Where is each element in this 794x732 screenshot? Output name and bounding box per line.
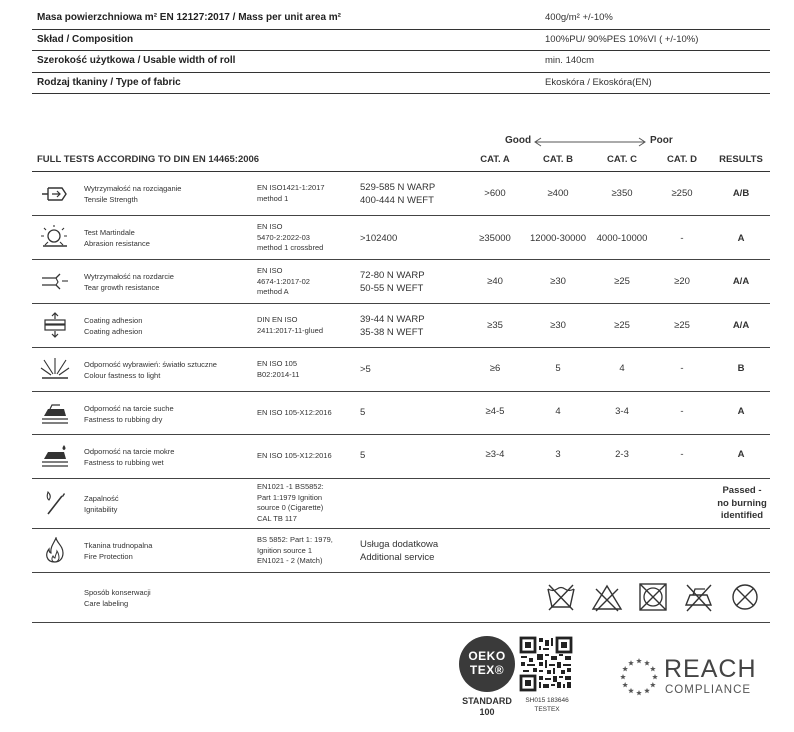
test-row	[32, 216, 770, 260]
test-name	[84, 540, 152, 562]
quality-scale	[0, 135, 794, 149]
cat-b-value: 12000-30000	[530, 233, 586, 244]
standard-line: Ignition source 1	[257, 545, 313, 555]
cat-d-value: ≥20	[674, 276, 690, 287]
results-header: RESULTS	[719, 154, 763, 165]
standard-line: EN1021 -1 BS5852:	[257, 482, 324, 491]
cat-a-value: >600	[484, 188, 506, 199]
do-not-dry-clean-icon	[729, 581, 761, 613]
cat-d-value: ≥25	[674, 320, 690, 331]
standard-line: B02:2014-11	[257, 369, 300, 379]
test-name-pl: Test Martindale	[84, 228, 135, 237]
spec-row	[32, 51, 770, 73]
standard-line: EN ISO 105-X12:2016	[257, 451, 332, 460]
cat-c-value: 2-3	[615, 449, 629, 460]
star-icon	[628, 688, 634, 693]
cat-a-value: ≥35	[487, 320, 503, 331]
cat-c-value: 4	[619, 363, 625, 374]
standard-line: source 0 (Cigarette)	[257, 503, 324, 512]
test-result	[360, 181, 435, 207]
result-line: 72-80 N WARP	[360, 270, 425, 281]
test-name-pl: Wytrzymałość na rozdarcie	[84, 272, 174, 281]
test-row	[32, 172, 770, 216]
test-name-pl: Zapalność	[84, 494, 119, 503]
cat-b-value: 4	[555, 406, 561, 417]
reach-title: REACH	[664, 655, 757, 683]
star-icon	[650, 666, 656, 671]
standard-line: 2411:2017-11-glued	[257, 325, 324, 335]
standard-line: Part 1:1979 Ignition	[257, 492, 323, 502]
do-not-iron-icon	[683, 581, 715, 613]
result-line: 5	[360, 450, 366, 461]
cat-b-value: ≥30	[550, 276, 566, 287]
care-row	[32, 573, 770, 623]
light-fastness-icon	[40, 356, 70, 382]
result-rating: A	[737, 449, 745, 460]
cat-c-value: ≥25	[614, 276, 630, 287]
double-arrow-icon	[533, 135, 647, 149]
standard-line: EN ISO 105	[257, 359, 298, 368]
test-name-pl: Coating adhesion	[84, 316, 143, 325]
spec-row	[32, 8, 770, 30]
test-name	[84, 403, 174, 425]
tensile-strength-icon	[40, 181, 70, 207]
test-name-en: Colour fastness to light	[84, 371, 161, 380]
star-icon	[652, 674, 658, 679]
spec-label: Masa powierzchniowa m² EN 12127:2017 / Mass per unit area m²	[37, 12, 342, 23]
spec-label: Szerokość użytkowa / Usable width of roll	[37, 55, 236, 66]
cat-b-value: 5	[555, 363, 561, 374]
qr-code-icon	[519, 636, 573, 692]
wet-rubbing-icon	[40, 444, 70, 470]
cat-c-value: 3-4	[615, 406, 629, 417]
oeko-tex-badge	[459, 636, 515, 692]
test-standard	[257, 482, 324, 524]
test-name	[84, 446, 174, 468]
test-name	[84, 493, 119, 515]
standard-number: 100	[479, 707, 495, 717]
do-not-wash-icon	[545, 581, 577, 613]
oeko-tex-line2: TEX®	[469, 663, 505, 677]
certificate-issuer: TESTEX	[534, 705, 560, 713]
cat-b-value: ≥30	[550, 320, 566, 331]
test-result	[360, 232, 397, 245]
result-line: >102400	[360, 233, 398, 244]
fire-icon	[40, 537, 70, 563]
result-line: >5	[360, 364, 371, 375]
test-name-en: Fastness to rubbing dry	[84, 415, 163, 424]
test-name-en: Tensile Strength	[84, 195, 138, 204]
do-not-tumble-dry-icon	[637, 581, 669, 613]
result-rating: B	[737, 363, 745, 374]
test-standard	[257, 266, 310, 298]
cat-c-value: ≥350	[611, 188, 633, 199]
test-result	[360, 269, 425, 295]
spec-row	[32, 73, 770, 95]
cat-c-value: 4000-10000	[596, 233, 648, 244]
spec-value: min. 140cm	[545, 55, 595, 66]
tests-title: FULL TESTS ACCORDING TO DIN EN 14465:2006	[37, 154, 260, 165]
standard-line: EN ISO	[257, 222, 283, 231]
cat-a-value: ≥35000	[479, 233, 511, 244]
standard-line: 5470-2:2022-03	[257, 232, 310, 242]
test-name-en: Fire Protection	[84, 552, 133, 561]
result-line: identified	[720, 510, 764, 521]
standard-line: CAL TB 117	[257, 513, 297, 523]
standard-line: EN ISO 105-X12:2016	[257, 408, 332, 417]
test-name-pl: Odporność na tarcie mokre	[84, 447, 175, 456]
result-rating: A/A	[732, 276, 750, 287]
result-rating: A	[737, 406, 745, 417]
test-standard	[257, 222, 323, 254]
star-icon	[636, 690, 642, 695]
test-name-en: Coating adhesion	[84, 327, 143, 336]
test-row	[32, 435, 770, 479]
test-standard	[257, 359, 299, 380]
test-standard	[257, 535, 333, 567]
test-name-en: Fastness to rubbing wet	[84, 458, 164, 467]
standard-line: EN1021 - 2 (Match)	[257, 556, 323, 565]
coating-adhesion-icon	[40, 312, 70, 338]
cat-b-value: ≥400	[547, 188, 569, 199]
spec-value: Ekoskóra / Ekoskóra(EN)	[545, 76, 652, 88]
cat-d-value: -	[680, 449, 684, 460]
test-standard	[257, 183, 325, 204]
tear-growth-icon	[40, 269, 70, 295]
test-name-en: Tear growth resistance	[84, 283, 160, 292]
cat-d-value: -	[680, 233, 684, 244]
spec-label: Rodzaj tkaniny / Type of fabric	[37, 76, 181, 88]
cat-d-value: ≥250	[671, 188, 693, 199]
standard-line: DIN EN ISO	[257, 315, 298, 324]
test-result	[360, 449, 365, 462]
eu-stars-icon	[618, 656, 660, 698]
result-line: 5	[360, 407, 366, 418]
result-rating: A	[737, 233, 745, 244]
cat-d-value: -	[680, 363, 684, 374]
standard-line: method 1 crossbred	[257, 243, 324, 252]
care-name	[84, 587, 151, 609]
test-row	[32, 392, 770, 435]
standard-line: EN ISO1421-1:2017	[257, 183, 325, 192]
care-name-en: Care labeling	[84, 599, 129, 608]
result-line: 35-38 N WEFT	[360, 327, 424, 338]
test-row	[32, 304, 770, 348]
result-line: no burning	[717, 497, 767, 509]
qr-caption	[519, 697, 575, 714]
test-name-pl: Tkanina trudnopalna	[84, 541, 153, 550]
test-name-en: Ignitability	[84, 505, 118, 514]
star-icon	[628, 660, 634, 665]
spec-row	[32, 30, 770, 52]
test-name-pl: Wytrzymałość na rozciąganie	[84, 184, 182, 193]
cat-b-value: 3	[555, 449, 561, 460]
test-row	[32, 529, 770, 573]
spec-value: 100%PU/ 90%PES 10%VI ( +/-10%)	[545, 33, 699, 45]
cat-c-value: ≥25	[614, 320, 630, 331]
spec-value: 400g/m² +/-10%	[545, 12, 613, 23]
test-name-pl: Odporność wybrawień: światło sztuczne	[84, 360, 217, 369]
do-not-bleach-icon	[591, 581, 623, 613]
test-name	[84, 315, 142, 337]
oeko-tex-standard	[456, 696, 518, 718]
test-name	[84, 271, 174, 293]
result-line: Passed -	[722, 485, 762, 496]
star-icon	[650, 682, 656, 687]
dry-rubbing-icon	[40, 401, 70, 427]
result-rating: A/A	[732, 320, 750, 331]
test-result	[360, 313, 425, 339]
standard-line: BS 5852: Part 1: 1979,	[257, 535, 333, 544]
test-row	[32, 348, 770, 392]
cat-d-header: CAT. D	[667, 154, 697, 165]
standard-line: EN ISO	[257, 266, 283, 275]
test-standard	[257, 408, 332, 419]
result-rating: A/B	[732, 188, 750, 199]
test-result	[360, 363, 371, 376]
star-icon	[622, 666, 628, 671]
star-icon	[636, 658, 642, 663]
cat-b-header: CAT. B	[543, 154, 573, 165]
standard-line: 4674-1:2017-02	[257, 276, 310, 286]
test-name	[84, 227, 150, 249]
result-line: Additional service	[360, 552, 435, 563]
cat-a-value: ≥3-4	[485, 449, 505, 460]
test-name-pl: Odporność na tarcie suche	[84, 404, 174, 413]
test-row	[32, 479, 770, 529]
ignitability-result	[700, 485, 784, 523]
star-icon	[644, 660, 650, 665]
result-line: 50-55 N WEFT	[360, 283, 424, 294]
cat-a-value: ≥6	[489, 363, 501, 374]
care-name-pl: Sposób konserwacji	[84, 588, 151, 597]
test-standard	[257, 315, 323, 336]
standard-label: STANDARD	[462, 696, 512, 706]
test-result	[360, 406, 365, 419]
result-line: Usługa dodatkowa	[360, 539, 439, 550]
scale-poor-label: Poor	[650, 135, 673, 146]
star-icon	[622, 682, 628, 687]
test-name-en: Abrasion resistance	[84, 239, 150, 248]
flame-pen-icon	[40, 490, 70, 516]
cat-d-value: -	[680, 406, 684, 417]
test-row	[32, 260, 770, 304]
cat-a-header: CAT. A	[480, 154, 510, 165]
reach-subtitle: COMPLIANCE	[665, 684, 752, 696]
result-line: 529-585 N WARP	[360, 182, 436, 193]
result-line: 400-444 N WEFT	[360, 195, 434, 206]
oeko-tex-logo	[456, 636, 518, 720]
result-line: 39-44 N WARP	[360, 314, 425, 325]
spec-label: Skład / Composition	[37, 33, 134, 45]
test-result	[360, 538, 438, 564]
cat-c-header: CAT. C	[607, 154, 637, 165]
test-standard	[257, 451, 332, 462]
oeko-tex-line1: OEKO	[468, 649, 506, 663]
test-name	[84, 359, 217, 381]
test-name	[84, 183, 181, 205]
star-icon	[620, 674, 626, 679]
cat-a-value: ≥40	[487, 276, 503, 287]
scale-good-label: Good	[505, 135, 532, 146]
care-icons	[545, 581, 761, 615]
abrasion-icon	[40, 224, 70, 250]
certificate-number: SH015 183646	[525, 697, 569, 704]
star-icon	[644, 688, 650, 693]
spec-table	[32, 8, 770, 94]
standard-line: method A	[257, 287, 289, 296]
standard-line: method 1	[257, 193, 289, 203]
cat-a-value: ≥4-5	[485, 406, 505, 417]
